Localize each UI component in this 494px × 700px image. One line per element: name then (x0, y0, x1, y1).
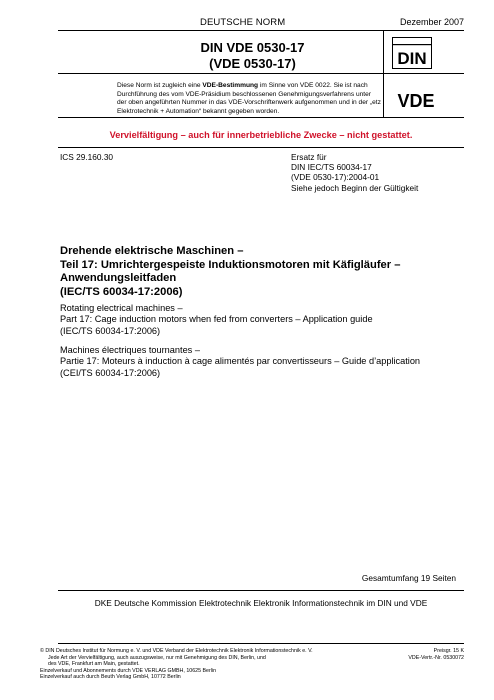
title-de-line-2: Teil 17: Umrichtergespeiste Induktionsmotoren mit Käfigläufer – (60, 258, 401, 271)
header-rule (58, 30, 464, 31)
dke-committee: DKE Deutsche Kommission Elektrotechnik Elektronik Informationstechnik im DIN und VDE (94, 598, 428, 608)
vde-contract-number: VDE-Vertr.-Nr. 0530072 (408, 654, 464, 661)
total-pages: Gesamtumfang 19 Seiten (361, 573, 456, 583)
title-french (60, 345, 460, 379)
vde-logo (392, 90, 440, 110)
title-en-line-3: (IEC/TS 60034-17:2006) (60, 325, 161, 336)
notice-text-1: Diese Norm ist zugleich eine (117, 82, 203, 89)
dke-top-rule (58, 590, 464, 591)
vde-logo-text: VDE (397, 91, 435, 110)
din-logo (392, 37, 432, 69)
din-logo-text: DIN (397, 49, 427, 68)
footer-left-3: des VDE, Frankfurt am Main, gestattet. (48, 661, 140, 668)
copyright-footer (40, 648, 380, 681)
notice-rule (58, 117, 464, 118)
reproduction-notice: Vervielfältigung – auch für innerbetriebliche Zwecke – nicht gestattet. (109, 130, 413, 140)
title-de-line-1: Drehende elektrische Maschinen – (60, 245, 244, 257)
footer-left-1: © DIN Deutsches Institut für Normung e. V. und VDE Verband der Elektrotechnik Elektronik Informationstechnik e. V. (40, 648, 313, 654)
title-fr-line-1: Machines électriques tournantes – (60, 345, 200, 355)
ersatz-line-4: Siehe jedoch Beginn der Gültigkeit (291, 182, 419, 193)
doc-type-header: DEUTSCHE NORM (200, 17, 286, 28)
footer-left-4: Einzelverkauf und Abonnements durch VDE VERLAG GMBH, 10625 Berlin (40, 667, 217, 674)
title-de-line-3: Anwendungsleitfaden (60, 272, 177, 285)
vde-notice (117, 82, 382, 117)
standard-number-block (120, 40, 385, 72)
title-german (60, 245, 460, 299)
title-en-line-2: Part 17: Cage induction motors when fed from converters – Application guide (60, 314, 373, 325)
title-rule (58, 73, 464, 74)
notice-bold: VDE-Bestimmung (202, 82, 259, 89)
title-en-line-1: Rotating electrical machines – (60, 303, 183, 313)
ersatz-line-2: DIN IEC/TS 60034-17 (291, 162, 372, 173)
title-de-line-4: (IEC/TS 60034-17:2006) (60, 285, 183, 298)
ersatz-line-3: (VDE 0530-17):2004-01 (291, 172, 380, 183)
standard-number: DIN VDE 0530-17 (200, 40, 305, 55)
red-notice-rule (58, 147, 464, 148)
title-fr-line-2: Partie 17: Moteurs à induction à cage alimentés par convertisseurs – Guide d’application (60, 356, 421, 367)
footer-left-2: Jede Art der Vervielfältigung, auch auszugsweise, nur mit Genehmigung des DIN, Berlin, und (48, 654, 266, 661)
ics-code: ICS 29.160.30 (60, 152, 114, 162)
publication-date: Dezember 2007 (399, 17, 464, 27)
title-english (60, 303, 460, 337)
footer-left-5: Einzelverkauf auch durch Beuth Verlag GmbH, 10772 Berlin (40, 674, 181, 681)
replacement-info (291, 152, 418, 193)
price-group: Preisgr. 15 K (433, 648, 464, 654)
title-fr-line-3: (CEI/TS 60034-17:2006) (60, 367, 161, 378)
notice-text-2: im Sinne von VDE 0022. Sie ist nach Durchführung des vom VDE-Präsidium beschlossenen Genehmigungsverfahrens unter der oben angeführten Nummer in das VDE-Vorschriftenwerk aufgenommen und in der „etz Elektrotechnik + Automation“ bekannt gegeben worden. (117, 82, 381, 116)
price-group-footer (408, 648, 464, 661)
ersatz-line-1: Ersatz für (291, 152, 327, 162)
vde-number: (VDE 0530-17) (209, 56, 296, 71)
footer-rule (58, 643, 464, 644)
